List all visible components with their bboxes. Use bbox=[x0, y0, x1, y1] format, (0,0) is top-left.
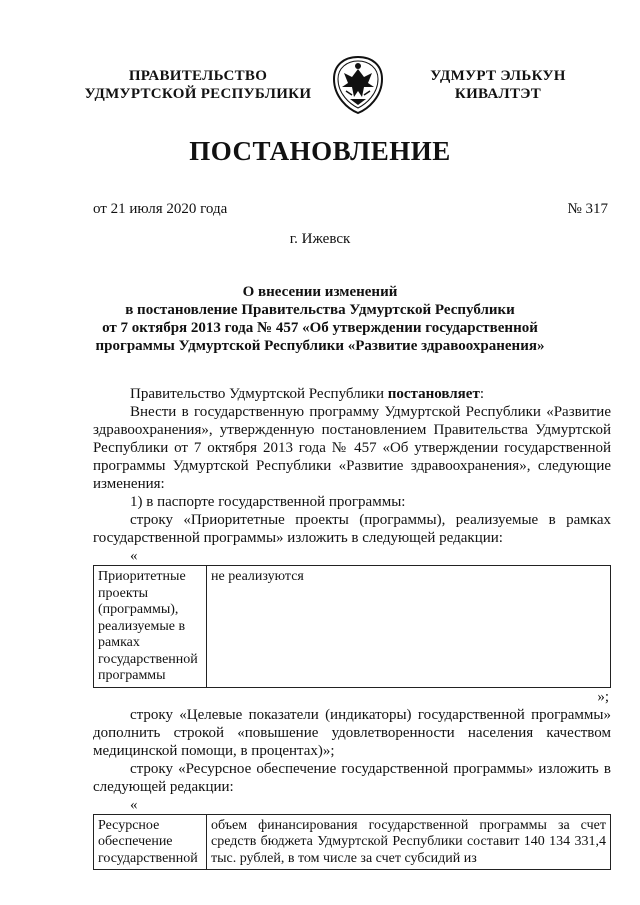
paragraph-item-1: 1) в паспорте государственной программы: bbox=[130, 494, 406, 510]
label-line: Приоритетные bbox=[98, 569, 186, 584]
document-date: от 21 июля 2020 года bbox=[93, 201, 228, 217]
label-line: рамках bbox=[98, 635, 140, 650]
label-line: государственной bbox=[98, 850, 198, 866]
title-line-4: программы Удмуртской Республики «Развитие здравоохранения» bbox=[95, 338, 545, 354]
table-priority-projects bbox=[93, 565, 611, 688]
title-line-2: в постановление Правительства Удмуртской Республики bbox=[125, 302, 515, 318]
quote-close-1: »; bbox=[597, 688, 609, 705]
udmurt-coat-of-arms-icon bbox=[330, 55, 386, 115]
table-value-cell: не реализуются bbox=[207, 566, 611, 688]
document-body bbox=[93, 385, 611, 870]
label-line: реализуемые в bbox=[98, 618, 186, 634]
table-label-cell bbox=[94, 566, 207, 688]
quote-open-1: « bbox=[130, 548, 138, 564]
document-type: ПОСТАНОВЛЕНИЕ bbox=[189, 136, 451, 166]
table-row bbox=[94, 814, 611, 870]
resolve-bold: постановляет bbox=[387, 386, 480, 402]
header-left-line-2: УДМУРТСКОЙ РЕСПУБЛИКИ bbox=[84, 86, 312, 102]
paragraph-resolve bbox=[93, 385, 611, 403]
label-line: государственной bbox=[98, 651, 198, 667]
resolve-colon: : bbox=[479, 386, 484, 402]
header-right-line-2: КИВАЛТЭТ bbox=[454, 86, 542, 102]
label-line: проекты bbox=[98, 585, 149, 601]
table-resource-provision bbox=[93, 814, 611, 871]
label-line: (программы), bbox=[98, 602, 179, 617]
paragraph-resource-provision: строку «Ресурсное обеспечение государственной программы» изложить в следующей редакции: bbox=[93, 760, 611, 795]
document-city: г. Ижевск bbox=[289, 231, 351, 247]
paragraph-amend: Внести в государственную программу Удмуртской Республики «Развитие здравоохранения», утвержденную постановлением Правительства Удмуртской Республики от 7 октября 2013 года № 457 «Об утверждении государственной программы Удмуртской Республики «Развитие здравоохранения», следующие изменения: bbox=[93, 404, 611, 492]
table-label-cell bbox=[94, 814, 207, 870]
title-line-1: О внесении изменений bbox=[242, 284, 398, 300]
quote-open-2: « bbox=[130, 796, 138, 813]
header-left bbox=[80, 67, 316, 103]
header-right bbox=[398, 67, 598, 103]
title-line-3: от 7 октября 2013 года № 457 «Об утверждении государственной bbox=[102, 320, 538, 336]
header-left-line-1: ПРАВИТЕЛЬСТВО bbox=[128, 68, 268, 84]
label-line: Ресурсное bbox=[98, 817, 160, 833]
label-line: обеспечение bbox=[98, 834, 173, 849]
table-value-cell: объем финансирования государственной программы за счет средств бюджета Удмуртской Республики составит 140 134 331,4 тыс. рублей, в том числе за счет субсидий из bbox=[207, 814, 611, 870]
paragraph-priority-projects: строку «Приоритетные проекты (программы), реализуемые в рамках государственной программы» изложить в следующей редакции: bbox=[93, 512, 611, 546]
header-right-line-1: УДМУРТ ЭЛЬКУН bbox=[430, 68, 566, 84]
table-row bbox=[94, 566, 611, 688]
label-line: программы bbox=[98, 668, 166, 683]
document-number: № 317 bbox=[567, 201, 608, 217]
document-title bbox=[80, 283, 560, 355]
paragraph-target-indicators: строку «Целевые показатели (индикаторы) государственной программы» дополнить строкой «повышение удовлетворенности населения качеством медицинской помощи, в процентах)»; bbox=[93, 706, 611, 759]
resolve-text: Правительство Удмуртской Республики bbox=[130, 386, 388, 402]
